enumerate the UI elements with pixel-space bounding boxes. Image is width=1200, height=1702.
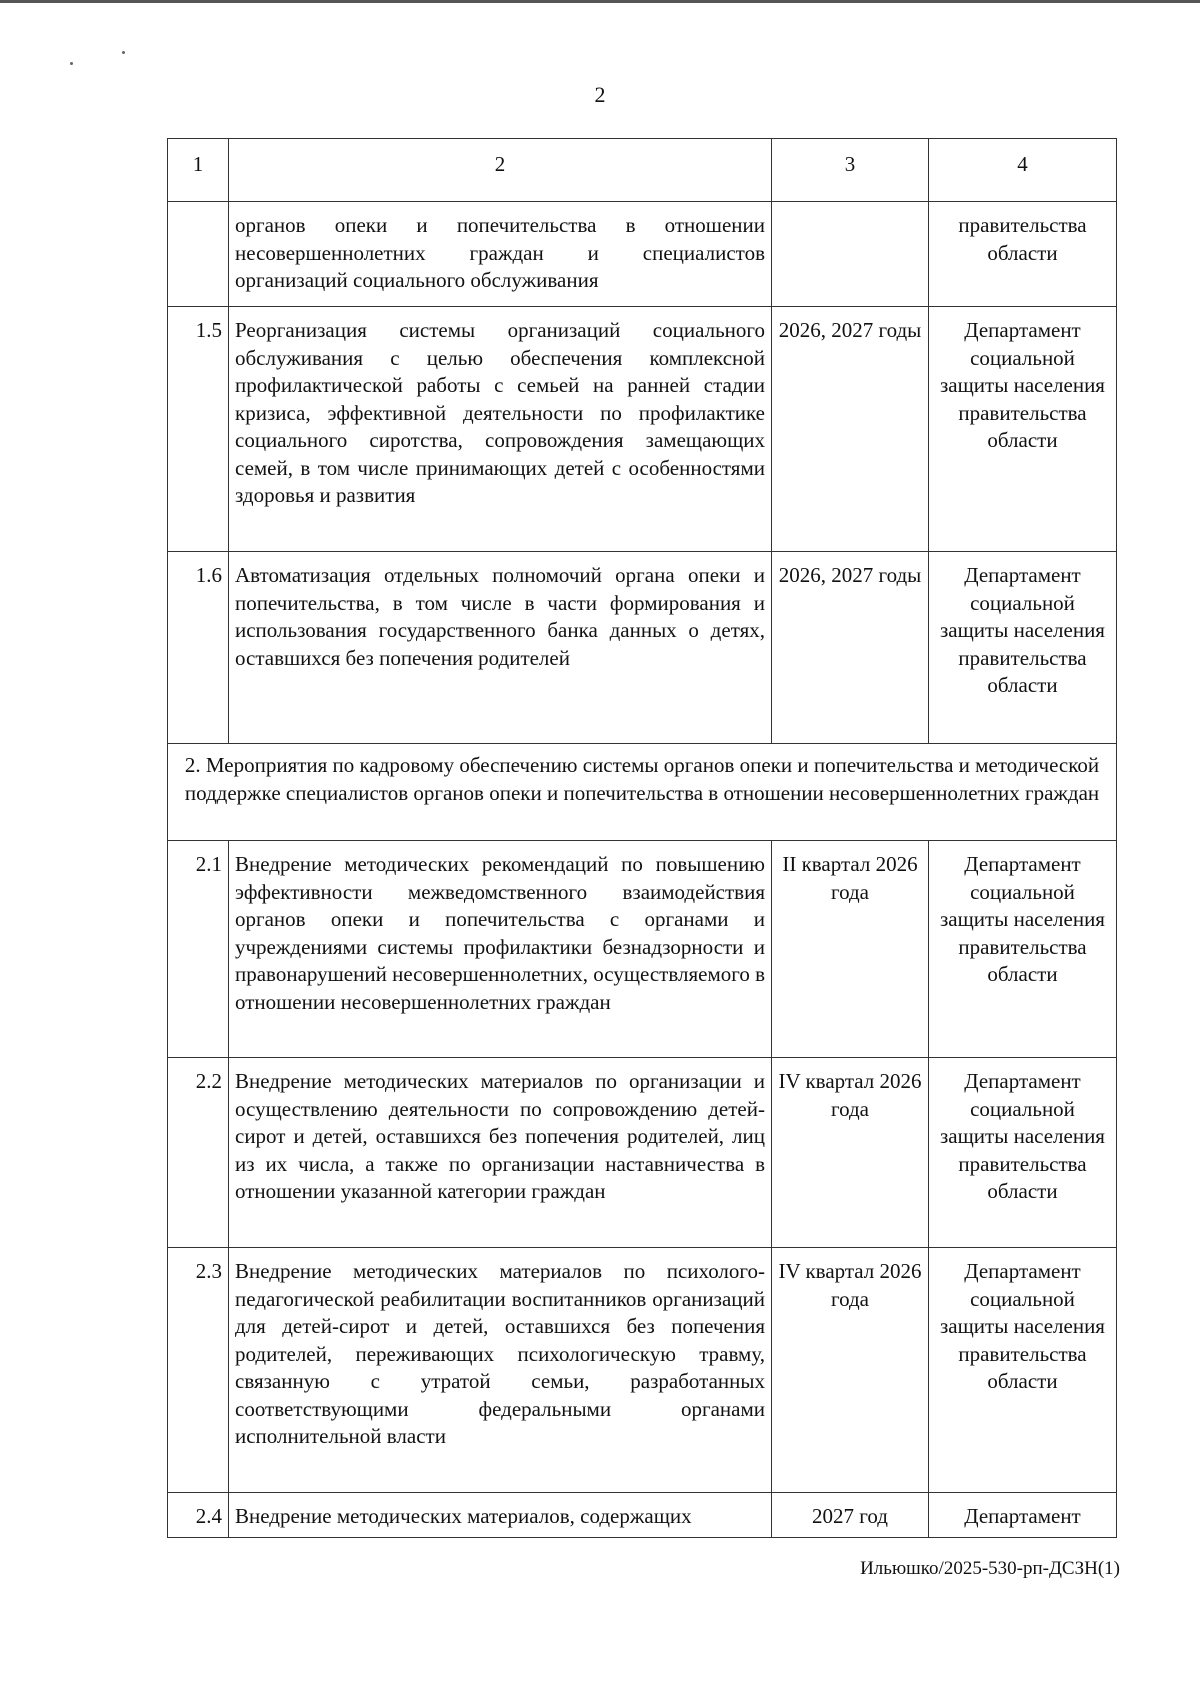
row-number: 2.3 — [168, 1248, 229, 1493]
measure-description: Автоматизация отдельных полномочий органа опеки и попечительства, в том числе в части формирования и использования государственного банка данных о детях, оставшихся без попечения родителей — [229, 552, 772, 744]
scan-speck — [70, 62, 73, 65]
row-number: 2.1 — [168, 841, 229, 1058]
measure-description: Внедрение методических материалов по психолого-педагогической реабилитации воспитанников организаций для детей-сирот и детей, оставшихся без попечения родителей, переживающих психологическую травму, связанную с утратой семьи, разработанных соответствующими федеральными органами исполнительной власти — [229, 1248, 772, 1493]
document-footer-code: Ильюшко/2025-530-рп-ДСЗН(1) — [860, 1558, 1120, 1579]
measure-term: 2026, 2027 годы — [772, 307, 929, 552]
scan-speck — [122, 51, 125, 54]
measures-table — [167, 138, 1117, 1538]
measure-executor: Департамент социальной защиты населения правительства области — [929, 1248, 1117, 1493]
measure-description: Внедрение методических рекомендаций по повышению эффективности межведомственного взаимодействия органов опеки и попечительства с органами и учреждениями системы профилактики безнадзорности и правонарушений несовершеннолетних, осуществляемого в отношении несовершеннолетних граждан — [229, 841, 772, 1058]
scan-top-edge — [0, 0, 1200, 3]
table-row — [168, 307, 1117, 552]
table-row — [168, 1493, 1117, 1538]
table-row — [168, 1058, 1117, 1248]
measure-term: 2026, 2027 годы — [772, 552, 929, 744]
header-cell-3: 3 — [772, 139, 929, 202]
measure-executor: правительства области — [929, 202, 1117, 307]
measure-executor: Департамент социальной защиты населения правительства области — [929, 1058, 1117, 1248]
header-cell-2: 2 — [229, 139, 772, 202]
measure-term: 2027 год — [772, 1493, 929, 1538]
section-heading-row — [168, 744, 1117, 841]
table-row — [168, 552, 1117, 744]
measure-executor: Департамент — [929, 1493, 1117, 1538]
measure-executor: Департамент социальной защиты населения правительства области — [929, 552, 1117, 744]
row-number: 1.6 — [168, 552, 229, 744]
measure-executor: Департамент социальной защиты населения правительства области — [929, 307, 1117, 552]
section-heading: 2. Мероприятия по кадровому обеспечению системы органов опеки и попечительства и методической поддержке специалистов органов опеки и попечительства в отношении несовершеннолетних граждан — [168, 744, 1117, 841]
measure-term: IV квартал 2026 года — [772, 1248, 929, 1493]
row-number — [168, 202, 229, 307]
table-header-row — [168, 139, 1117, 202]
page-number: 2 — [594, 82, 606, 107]
table-row — [168, 202, 1117, 307]
measure-description: Внедрение методических материалов, содержащих — [229, 1493, 772, 1538]
measure-term: IV квартал 2026 года — [772, 1058, 929, 1248]
table-row — [168, 1248, 1117, 1493]
row-number: 1.5 — [168, 307, 229, 552]
row-number: 2.2 — [168, 1058, 229, 1248]
table-row — [168, 841, 1117, 1058]
measure-term — [772, 202, 929, 307]
measure-term: II квартал 2026 года — [772, 841, 929, 1058]
row-number: 2.4 — [168, 1493, 229, 1538]
measure-executor: Департамент социальной защиты населения правительства области — [929, 841, 1117, 1058]
header-cell-1: 1 — [168, 139, 229, 202]
header-cell-4: 4 — [929, 139, 1117, 202]
measure-description: органов опеки и попечительства в отношении несовершеннолетних граждан и специалистов организаций социального обслуживания — [229, 202, 772, 307]
measure-description: Внедрение методических материалов по организации и осуществлению деятельности по сопровождению детей-сирот и детей, оставшихся без попечения родителей, лиц из их числа, а также по организации наставничества в отношении указанной категории граждан — [229, 1058, 772, 1248]
measure-description: Реорганизация системы организаций социального обслуживания с целью обеспечения комплексной профилактической работы с семьей на ранней стадии кризиса, эффективной деятельности по профилактике социального сиротства, сопровождения замещающих семей, в том числе принимающих детей с особенностями здоровья и развития — [229, 307, 772, 552]
